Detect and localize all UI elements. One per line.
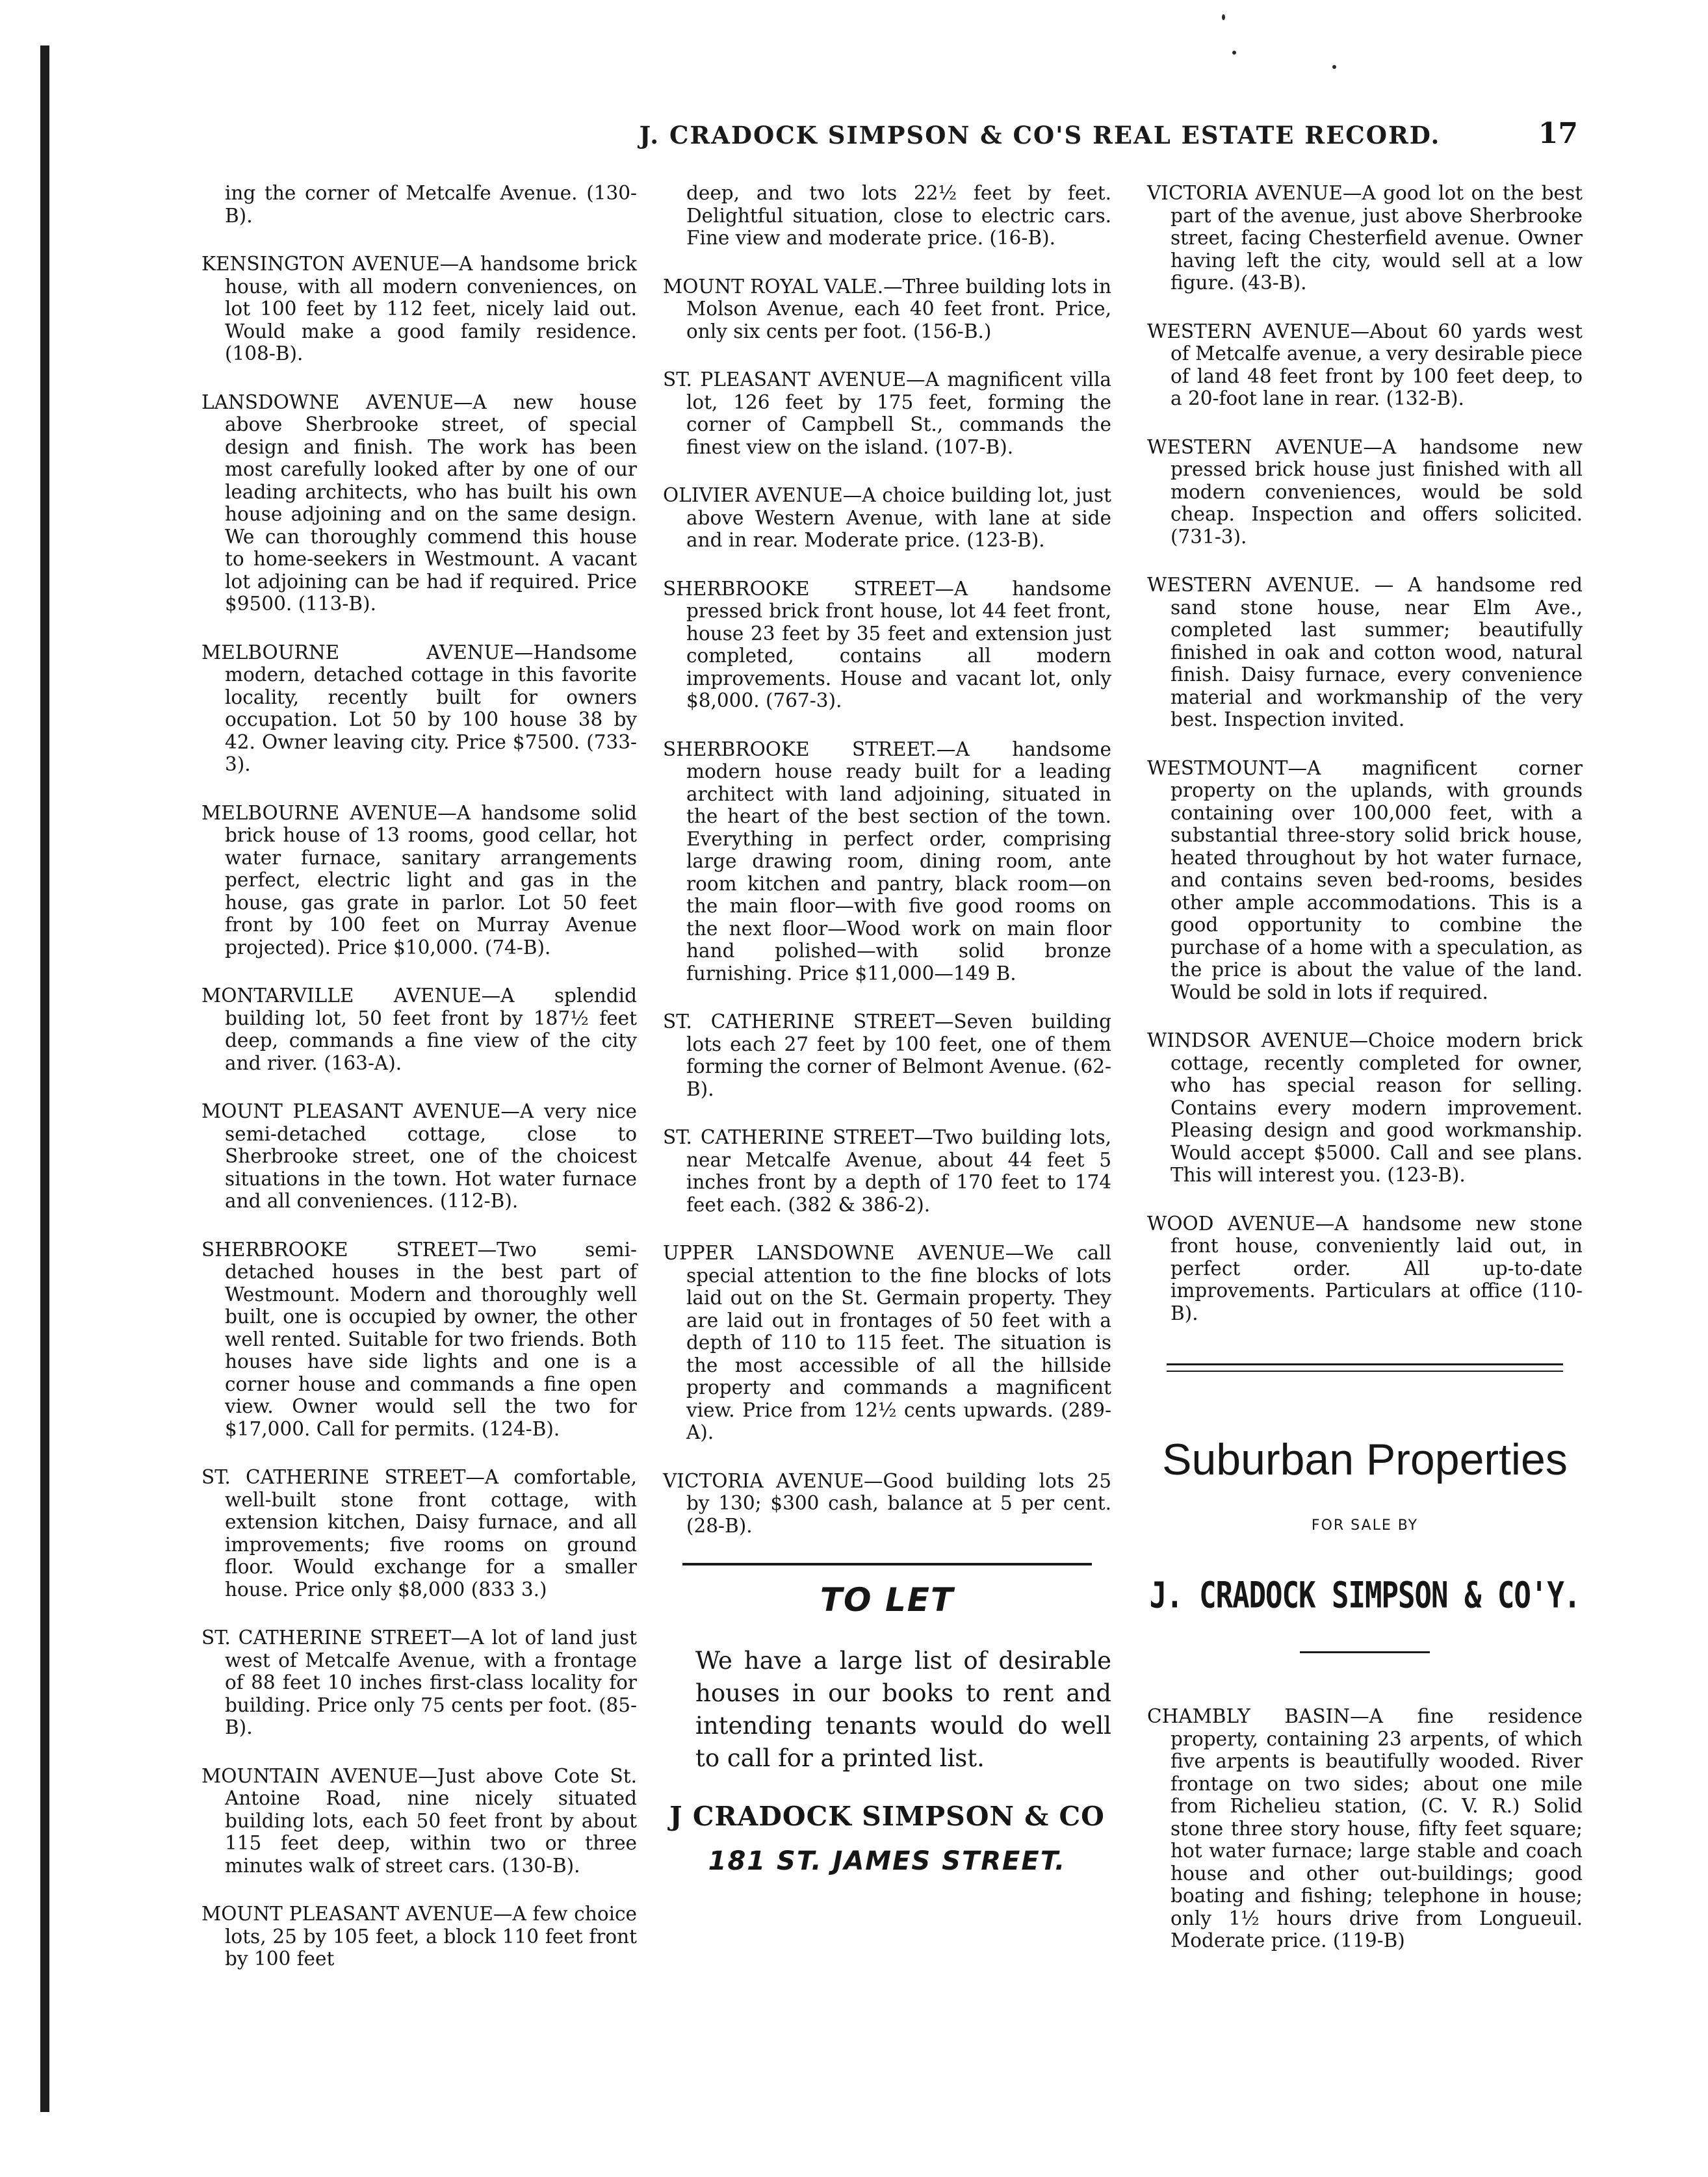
listing: MONTARVILLE AVENUE—A splendid building lot, 50 feet front by 187½ feet deep, commands a fine view of the city and river. (163-A).: [201, 985, 637, 1074]
listing: deep, and two lots 22½ feet by feet. Delightful situation, close to electric cars. Fine view and moderate price. (16-B).: [686, 182, 1111, 249]
to-let-section: [663, 1581, 1111, 1876]
section-divider: [1167, 1371, 1563, 1372]
scan-edge-mark: [40, 45, 49, 2112]
listing: ST. PLEASANT AVENUE—A magnificent villa lot, 126 feet by 175 feet, forming the corner of Campbell St., commands the finest view on the island. (107-B).: [663, 368, 1111, 458]
page-header: J. CRADOCK SIMPSON & CO'S REAL ESTATE RECORD.: [639, 121, 1441, 149]
ink-speck: [1232, 51, 1236, 55]
listing: UPPER LANSDOWNE AVENUE—We call special attention to the fine blocks of lots laid out on the St. Germain property. They are laid out in frontages of 50 feet with a depth of 110 to 115 feet. The situation is the most accessible of all the hillside property and commands a magnificent view. Price from 12½ cents upwards. (289-A).: [663, 1242, 1111, 1443]
for-sale-label: FOR SALE BY: [1311, 1517, 1419, 1534]
listing: ing the corner of Metcalfe Avenue. (130-B).: [225, 182, 637, 227]
listing: WESTERN AVENUE—A handsome new pressed brick house just finished with all modern conveniences, would be sold cheap. Inspection and offers solicited. (731-3).: [1147, 435, 1583, 548]
listing: WESTERN AVENUE—About 60 yards west of Metcalfe avenue, a very desirable piece of land 48 feet front by 100 feet deep, to a 20-foot lane in rear. (132-B).: [1147, 320, 1583, 409]
listing: SHERBROOKE STREET.—A handsome modern house ready built for a leading architect with land adjoining, situated in the heart of the best section of the town. Everything in perfect order, comprising large drawing room, dining room, ante room kitchen and pantry, black room—on the main floor—with five good rooms on the next floor—Wood work on main floor hand polished—with solid bronze furnishing. Price $11,000—149 B.: [663, 738, 1111, 985]
listing: MELBOURNE AVENUE—Handsome modern, detached cottage in this favorite locality, recently built for owners occupation. Lot 50 by 100 house 38 by 42. Owner leaving city. Price $7500. (733-3).: [201, 641, 637, 775]
listing: ST. CATHERINE STREET—A lot of land just west of Metcalfe Avenue, with a frontage of 88 feet 10 inches first-class locality for building. Price only 75 cents per foot. (85-B).: [201, 1627, 637, 1738]
page-number: 17: [1538, 117, 1578, 150]
listing: CHAMBLY BASIN—A fine residence property, containing 23 arpents, of which five arpents is beautifully wooded. River frontage on two sides; about one mile from Richelieu station, (C. V. R.) Solid stone three story house, fifty feet square; hot water furnace; large stable and coach house and other out-buildings; good boating and fishing; telephone in house; only 1½ hours drive from Longueuil. Moderate price. (119-B): [1147, 1705, 1583, 1952]
listing: ST. CATHERINE STREET—Seven building lots each 27 feet by 100 feet, one of them forming the corner of Belmont Avenue. (62-B).: [663, 1011, 1111, 1100]
listing: MOUNT PLEASANT AVENUE—A very nice semi-detached cottage, close to Sherbrooke street, one of the choicest situations in the town. Hot water furnace and all conveniences. (112-B).: [201, 1100, 637, 1212]
section-divider: [1167, 1363, 1563, 1365]
column-1: [201, 182, 637, 1996]
listing: LANSDOWNE AVENUE—A new house above Sherbrooke street, of special design and finish. The work has been most carefully looked after by one of our leading architects, who has built his own house adjoining and on the same design. We can thoroughly commend this house to home-seekers in Westmount. A vacant lot adjoining can be had if required. Price $9500. (113-B).: [201, 391, 637, 615]
listing: MOUNT PLEASANT AVENUE—A few choice lots, 25 by 105 feet, a block 110 feet front by 100 feet: [201, 1903, 637, 1970]
listing: ST. CATHERINE STREET—Two building lots, near Metcalfe Avenue, about 44 feet 5 inches front by a depth of 170 feet to 174 feet each. (382 & 386-2).: [663, 1126, 1111, 1216]
company-address: 181 ST. JAMES STREET.: [708, 1846, 1067, 1876]
suburban-section: [1147, 1434, 1583, 1952]
listing: WOOD AVENUE—A handsome new stone front house, conveniently laid out, in perfect order. All up-to-date improvements. Particulars at office (110-B).: [1147, 1212, 1583, 1324]
listing: WINDSOR AVENUE—Choice modern brick cottage, recently completed for owner, who has special reason for selling. Contains every modern improvement. Pleasing design and good workmanship. Would accept $5000. Call and see plans. This will interest you. (123-B).: [1147, 1029, 1583, 1186]
listing: KENSINGTON AVENUE—A handsome brick house, with all modern conveniences, on lot 100 feet by 112 feet, nicely laid out. Would make a good family residence. (108-B).: [201, 253, 637, 365]
listing: MELBOURNE AVENUE—A handsome solid brick house of 13 rooms, good cellar, hot water furnace, sanitary arrangements perfect, electric light and gas in the house, gas grate in parlor. Lot 50 feet front by 100 feet on Murray Avenue projected). Price $10,000. (74-B).: [201, 801, 637, 959]
listing: WESTMOUNT—A magnificent corner property on the uplands, with grounds containing over 100,000 feet, with a substantial three-story solid brick house, heated throughout by hot water furnace, and contains seven bed-rooms, besides other ample accommodations. This is a good opportunity to combine the purchase of a home with a speculation, as the price is about the value of the land. Would be sold in lots if required.: [1147, 756, 1583, 1003]
listing: OLIVIER AVENUE—A choice building lot, just above Western Avenue, with lane at side and in rear. Moderate price. (123-B).: [663, 484, 1111, 551]
listing: VICTORIA AVENUE—Good building lots 25 by 130; $300 cash, balance at 5 per cent. (28-B).: [663, 1469, 1111, 1537]
ink-speck: [1222, 14, 1225, 20]
section-divider: [682, 1563, 1092, 1565]
to-let-body: We have a large list of desirable houses in our books to rent and intending tenants would do well to call for a printed list.: [695, 1647, 1111, 1772]
listing: WESTERN AVENUE. — A handsome red sand stone house, near Elm Ave., completed last summer; beautifully finished in oak and cotton wood, natural finish. Daisy furnace, every convenience material and workmanship of the very best. Inspection invited.: [1147, 574, 1583, 730]
listing: VICTORIA AVENUE—A good lot on the best part of the avenue, just above Sherbrooke street, facing Chesterfield avenue. Owner having left the city, would sell at a low figure. (43-B).: [1147, 182, 1583, 294]
column-3: [1147, 182, 1583, 1978]
to-let-heading: TO LET: [820, 1581, 955, 1619]
listing: SHERBROOKE STREET—A handsome pressed brick front house, lot 44 feet front, house 23 feet by 35 feet and extension just completed, contains all modern improvements. House and vacant lot, only $8,000. (767-3).: [663, 577, 1111, 712]
listing: MOUNTAIN AVENUE—Just above Cote St. Antoine Road, nine nicely situated building lots, each 50 feet front by about 115 feet deep, within two or three minutes walk of street cars. (130-B).: [201, 1764, 637, 1877]
agent-name: J. CRADOCK SIMPSON & CO'Y.: [1149, 1575, 1581, 1617]
column-2: [663, 182, 1111, 1876]
listing: MOUNT ROYAL VALE.—Three building lots in Molson Avenue, each 40 feet front. Price, only six cents per foot. (156-B.): [663, 275, 1111, 342]
company-name: J CRADOCK SIMPSON & CO: [669, 1801, 1105, 1832]
suburban-heading: Suburban Properties: [1162, 1435, 1568, 1484]
ink-speck: [1332, 65, 1336, 69]
listing: SHERBROOKE STREET—Two semi-detached houses in the best part of Westmount. Modern and thoroughly well built, one is occupied by owner, the other well rented. Suitable for two friends. Both houses have side lights and one is a corner house and commands a fine open view. Owner would sell the two for $17,000. Call for permits. (124-B).: [201, 1238, 637, 1440]
section-divider: [1300, 1651, 1430, 1653]
listing: ST. CATHERINE STREET—A comfortable, well-built stone front cottage, with extension kitchen, Daisy furnace, and all improvements; five rooms on ground floor. Would exchange for a smaller house. Price only $8,000 (833 3.): [201, 1466, 637, 1601]
